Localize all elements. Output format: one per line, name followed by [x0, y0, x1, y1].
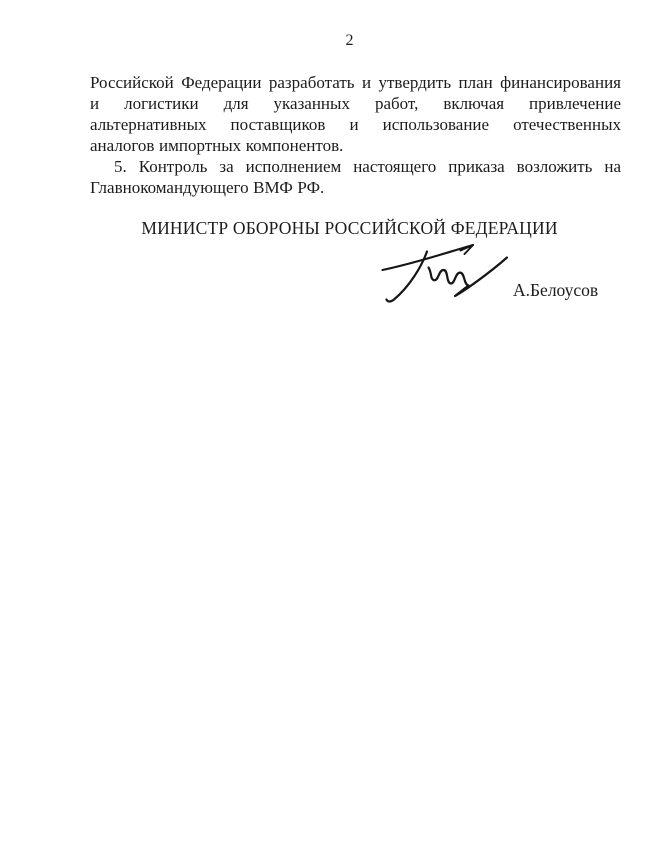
page-number: 2 — [345, 32, 354, 49]
minister-title-heading: МИНИСТР ОБОРОНЫ РОССИЙСКОЙ ФЕДЕРАЦИИ — [141, 218, 558, 238]
body-line: и логистики для указанных работ, включая привлечение — [90, 94, 621, 113]
body-line: Главнокомандующего ВМФ РФ. — [90, 178, 325, 197]
body-line-item-5: 5. Контроль за исполнением настоящего приказа возложить на — [114, 157, 621, 176]
document-body — [90, 72, 621, 198]
body-line: альтернативных поставщиков и использование отечественных — [90, 115, 621, 134]
signer-name: А.Белоусов — [513, 280, 599, 300]
handwritten-signature-icon — [380, 243, 510, 308]
body-line: аналогов импортных компонентов. — [90, 136, 344, 155]
body-line: Российской Федерации разработать и утвердить план финансирования — [90, 73, 621, 92]
